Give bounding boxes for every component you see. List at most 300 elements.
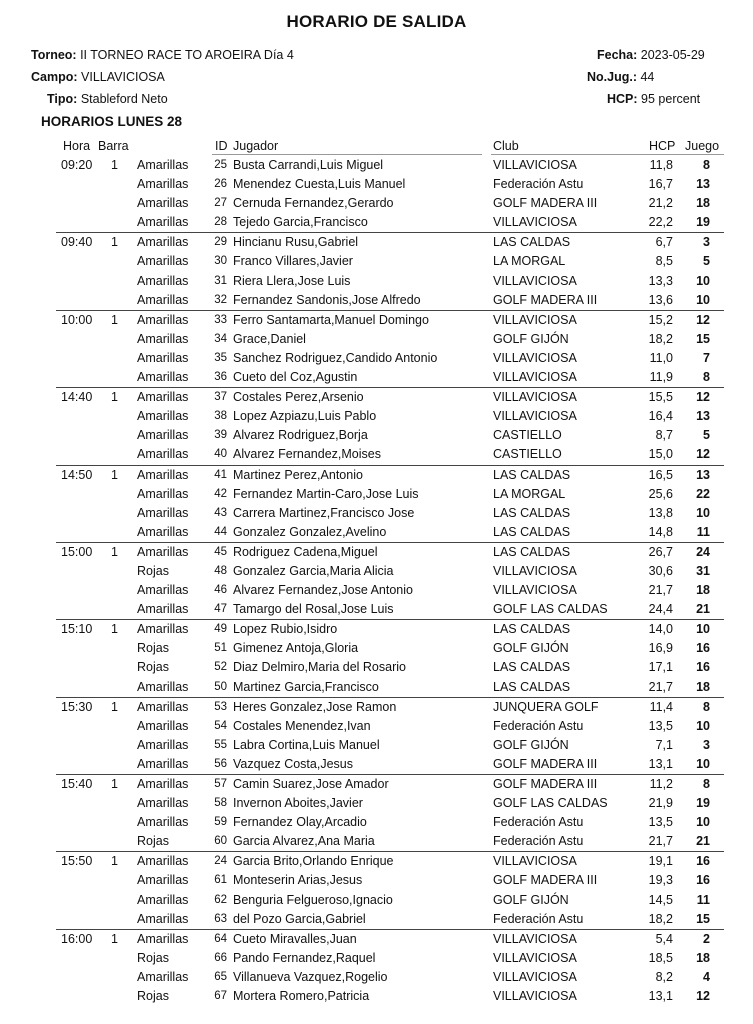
player-name: Menendez Cuesta,Luis Manuel xyxy=(233,177,406,192)
player-club: Federación Astu xyxy=(493,911,584,926)
player-name: Fernandez Sandonis,Jose Alfredo xyxy=(233,292,421,307)
player-club: VILLAVICIOSA xyxy=(493,583,577,598)
player-id: 38 xyxy=(214,410,227,423)
torneo-value: II TORNEO RACE TO AROEIRA Día 4 xyxy=(80,48,294,62)
tee-color: Amarillas xyxy=(137,969,189,984)
player-hcp: 24,4 xyxy=(648,602,673,617)
player-hcp: 14,5 xyxy=(648,892,673,907)
player-club: LA MORGAL xyxy=(493,254,566,269)
player-name: Alvarez Fernandez,Jose Antonio xyxy=(233,583,413,598)
player-name: Garcia Brito,Orlando Enrique xyxy=(233,854,394,869)
player-juego: 8 xyxy=(703,158,710,172)
tee-color: Amarillas xyxy=(137,737,189,752)
player-name: Martinez Perez,Antonio xyxy=(233,467,363,482)
player-hcp: 15,5 xyxy=(648,390,673,405)
player-id: 58 xyxy=(214,797,227,810)
player-juego: 13 xyxy=(696,409,710,424)
player-hcp: 13,6 xyxy=(648,292,673,307)
tee-color: Amarillas xyxy=(137,796,189,811)
table-row xyxy=(0,755,753,774)
player-juego: 16 xyxy=(696,854,710,869)
table-row xyxy=(0,368,753,387)
tee-color: Amarillas xyxy=(137,602,189,617)
player-club: VILLAVICIOSA xyxy=(493,350,577,365)
player-name: Carrera Martinez,Francisco Jose xyxy=(233,505,415,520)
tee-color: Rojas xyxy=(137,563,169,578)
player-name: Costales Menendez,Ivan xyxy=(233,718,371,733)
table-row xyxy=(0,794,753,813)
player-hcp: 16,9 xyxy=(648,641,673,656)
table-row xyxy=(0,252,753,271)
player-id: 40 xyxy=(214,448,227,461)
player-club: GOLF LAS CALDAS xyxy=(493,602,608,617)
player-juego: 10 xyxy=(696,273,710,288)
tee-color: Amarillas xyxy=(137,409,189,424)
player-id: 31 xyxy=(214,274,227,287)
tee-color: Amarillas xyxy=(137,873,189,888)
table-row xyxy=(0,775,753,794)
player-juego: 12 xyxy=(696,447,710,462)
campo-line xyxy=(31,70,165,84)
player-juego: 2 xyxy=(703,931,710,946)
player-club: JUNQUERA GOLF xyxy=(493,699,599,714)
col-juego: Juego xyxy=(685,139,720,153)
player-club: LAS CALDAS xyxy=(493,467,571,482)
player-name: Gonzalez Gonzalez,Avelino xyxy=(233,524,387,539)
player-name: Ferro Santamarta,Manuel Domingo xyxy=(233,312,429,327)
player-juego: 19 xyxy=(696,796,710,811)
player-hcp: 18,2 xyxy=(648,911,673,926)
player-id: 47 xyxy=(214,603,227,616)
player-club: GOLF MADERA III xyxy=(493,873,598,888)
tee-color: Amarillas xyxy=(137,215,189,230)
player-hcp: 13,1 xyxy=(648,756,673,771)
player-name: Cernuda Fernandez,Gerardo xyxy=(233,196,394,211)
tee-color: Amarillas xyxy=(137,544,189,559)
player-juego: 22 xyxy=(696,486,710,501)
player-name: Franco Villares,Javier xyxy=(233,254,353,269)
table-row xyxy=(0,987,753,1006)
player-name: Fernandez Olay,Arcadio xyxy=(233,815,367,830)
table-row xyxy=(0,678,753,697)
player-id: 65 xyxy=(214,970,227,983)
tee-color: Amarillas xyxy=(137,390,189,405)
player-juego: 8 xyxy=(703,777,710,791)
player-hcp: 30,6 xyxy=(648,563,673,578)
table-row xyxy=(0,891,753,910)
player-id: 50 xyxy=(214,680,227,693)
player-id: 27 xyxy=(214,197,227,210)
player-club: GOLF GIJÓN xyxy=(493,331,569,346)
tee-time: 14:40 xyxy=(61,390,93,405)
tee-barra: 1 xyxy=(111,854,118,869)
tee-color: Rojas xyxy=(137,950,169,965)
table-row xyxy=(0,523,753,542)
table-row xyxy=(0,717,753,736)
player-club: LAS CALDAS xyxy=(493,622,571,637)
tee-color: Amarillas xyxy=(137,777,189,791)
player-name: Gimenez Antoja,Gloria xyxy=(233,641,359,656)
tee-color: Amarillas xyxy=(137,467,189,482)
player-juego: 18 xyxy=(696,196,710,211)
tee-barra: 1 xyxy=(111,235,118,250)
player-name: Sanchez Rodriguez,Candido Antonio xyxy=(233,350,438,365)
player-id: 60 xyxy=(214,835,227,848)
player-hcp: 25,6 xyxy=(648,486,673,501)
player-id: 67 xyxy=(214,990,227,1003)
player-id: 56 xyxy=(214,757,227,770)
section-title: HORARIOS LUNES 28 xyxy=(41,114,183,129)
player-juego: 19 xyxy=(696,215,710,230)
player-hcp: 11,4 xyxy=(649,699,673,714)
player-club: CASTIELLO xyxy=(493,447,562,462)
player-hcp: 15,2 xyxy=(648,312,673,327)
player-juego: 10 xyxy=(696,756,710,771)
player-club: GOLF MADERA III xyxy=(493,756,598,771)
table-row xyxy=(0,930,753,949)
table-row xyxy=(0,698,753,717)
torneo-label: Torneo: xyxy=(31,48,77,62)
player-juego: 4 xyxy=(703,969,710,984)
player-hcp: 6,7 xyxy=(655,235,673,250)
player-juego: 13 xyxy=(696,467,710,482)
player-club: Federación Astu xyxy=(493,815,584,830)
tee-time: 15:00 xyxy=(61,544,93,559)
player-hcp: 18,2 xyxy=(648,331,673,346)
player-id: 37 xyxy=(214,391,227,404)
player-id: 45 xyxy=(214,545,227,558)
player-juego: 15 xyxy=(696,911,710,926)
tee-color: Rojas xyxy=(137,834,169,849)
header-underline xyxy=(212,154,482,155)
player-hcp: 21,9 xyxy=(648,796,673,811)
tee-barra: 1 xyxy=(111,390,118,405)
tee-barra: 1 xyxy=(111,467,118,482)
player-hcp: 26,7 xyxy=(648,544,673,559)
player-juego: 3 xyxy=(703,235,710,250)
tee-barra: 1 xyxy=(111,699,118,714)
player-club: VILLAVICIOSA xyxy=(493,950,577,965)
tee-time: 14:50 xyxy=(61,467,93,482)
player-name: Invernon Aboites,Javier xyxy=(233,796,363,811)
hcp-label: HCP: xyxy=(607,92,638,106)
table-row xyxy=(0,736,753,755)
tee-time: 15:40 xyxy=(61,777,93,791)
player-id: 36 xyxy=(214,371,227,384)
player-juego: 18 xyxy=(696,583,710,598)
player-id: 53 xyxy=(214,700,227,713)
player-club: Federación Astu xyxy=(493,718,584,733)
table-row xyxy=(0,445,753,464)
player-juego: 12 xyxy=(696,312,710,327)
table-row xyxy=(0,910,753,929)
player-name: Cueto del Coz,Agustin xyxy=(233,370,358,385)
nojug-value: 44 xyxy=(640,70,655,84)
player-id: 29 xyxy=(214,236,227,249)
table-row xyxy=(0,581,753,600)
player-club: GOLF GIJÓN xyxy=(493,641,569,656)
player-name: Busta Carrandi,Luis Miguel xyxy=(233,158,384,172)
player-club: VILLAVICIOSA xyxy=(493,989,577,1004)
tee-color: Amarillas xyxy=(137,622,189,637)
player-hcp: 13,5 xyxy=(648,718,673,733)
fecha-value: 2023-05-29 xyxy=(640,48,705,62)
player-id: 52 xyxy=(214,661,227,674)
player-id: 48 xyxy=(214,564,227,577)
tipo-line xyxy=(47,92,168,106)
player-club: CASTIELLO xyxy=(493,428,562,443)
table-row xyxy=(0,194,753,213)
tee-time: 09:40 xyxy=(61,235,93,250)
player-hcp: 8,7 xyxy=(655,428,673,443)
tee-color: Amarillas xyxy=(137,177,189,192)
player-club: VILLAVICIOSA xyxy=(493,312,577,327)
hcp-line xyxy=(607,92,700,106)
player-name: Monteserin Arias,Jesus xyxy=(233,873,363,888)
player-name: Diaz Delmiro,Maria del Rosario xyxy=(233,660,406,675)
player-juego: 31 xyxy=(696,563,710,578)
col-club: Club xyxy=(493,139,519,153)
player-name: Pando Fernandez,Raquel xyxy=(233,950,376,965)
player-hcp: 5,4 xyxy=(655,931,673,946)
player-id: 59 xyxy=(214,816,227,829)
player-hcp: 14,0 xyxy=(648,622,673,637)
player-club: VILLAVICIOSA xyxy=(493,370,577,385)
tipo-value: Stableford Neto xyxy=(80,92,168,106)
player-id: 41 xyxy=(214,468,227,481)
player-hcp: 21,7 xyxy=(648,834,673,849)
table-row xyxy=(0,600,753,619)
tee-color: Amarillas xyxy=(137,235,189,250)
player-name: Benguria Felgueroso,Ignacio xyxy=(233,892,393,907)
player-id: 51 xyxy=(214,642,227,655)
col-jugador: Jugador xyxy=(233,139,279,153)
player-juego: 16 xyxy=(696,873,710,888)
fecha-label: Fecha: xyxy=(597,48,638,62)
tee-barra: 1 xyxy=(111,544,118,559)
table-row xyxy=(0,658,753,677)
tee-color: Amarillas xyxy=(137,254,189,269)
player-hcp: 8,5 xyxy=(655,254,673,269)
player-hcp: 17,1 xyxy=(648,660,673,675)
player-juego: 10 xyxy=(696,815,710,830)
col-hcp: HCP xyxy=(649,139,676,153)
player-name: Tejedo Garcia,Francisco xyxy=(233,215,368,230)
tee-color: Amarillas xyxy=(137,911,189,926)
tee-time: 16:00 xyxy=(61,931,93,946)
player-name: Vazquez Costa,Jesus xyxy=(233,756,353,771)
player-hcp: 19,3 xyxy=(648,873,673,888)
player-id: 49 xyxy=(214,623,227,636)
player-name: Mortera Romero,Patricia xyxy=(233,989,370,1004)
player-juego: 24 xyxy=(696,544,710,559)
player-id: 30 xyxy=(214,255,227,268)
player-hcp: 21,2 xyxy=(648,196,673,211)
player-club: VILLAVICIOSA xyxy=(493,215,577,230)
player-id: 61 xyxy=(214,874,227,887)
player-club: VILLAVICIOSA xyxy=(493,158,577,172)
table-row xyxy=(0,175,753,194)
player-club: VILLAVICIOSA xyxy=(493,969,577,984)
col-id: ID xyxy=(215,139,228,153)
tee-color: Rojas xyxy=(137,989,169,1004)
player-id: 57 xyxy=(214,778,227,790)
fecha-line xyxy=(597,48,705,62)
table-row xyxy=(0,349,753,368)
player-id: 42 xyxy=(214,487,227,500)
table-row xyxy=(0,311,753,330)
player-hcp: 13,1 xyxy=(648,989,673,1004)
player-juego: 10 xyxy=(696,505,710,520)
player-hcp: 11,2 xyxy=(649,777,673,791)
table-row xyxy=(0,504,753,523)
player-name: Hincianu Rusu,Gabriel xyxy=(233,235,359,250)
player-name: Villanueva Vazquez,Rogelio xyxy=(233,969,388,984)
player-id: 28 xyxy=(214,216,227,229)
tee-color: Amarillas xyxy=(137,447,189,462)
player-hcp: 21,7 xyxy=(648,679,673,694)
player-club: Federación Astu xyxy=(493,177,584,192)
tee-color: Amarillas xyxy=(137,273,189,288)
player-id: 32 xyxy=(214,293,227,306)
player-juego: 21 xyxy=(696,834,710,849)
player-hcp: 8,2 xyxy=(655,969,673,984)
tipo-label: Tipo: xyxy=(47,92,78,106)
player-club: VILLAVICIOSA xyxy=(493,409,577,424)
player-club: GOLF MADERA III xyxy=(493,292,598,307)
player-club: GOLF LAS CALDAS xyxy=(493,796,608,811)
tee-color: Amarillas xyxy=(137,370,189,385)
player-juego: 15 xyxy=(696,331,710,346)
player-id: 46 xyxy=(214,584,227,597)
player-juego: 12 xyxy=(696,390,710,405)
player-id: 35 xyxy=(214,351,227,364)
player-club: Federación Astu xyxy=(493,834,584,849)
player-club: VILLAVICIOSA xyxy=(493,273,577,288)
tee-color: Amarillas xyxy=(137,718,189,733)
player-juego: 5 xyxy=(703,428,710,443)
table-row xyxy=(0,466,753,485)
tee-color: Amarillas xyxy=(137,350,189,365)
player-club: LAS CALDAS xyxy=(493,544,571,559)
col-hora: Hora xyxy=(63,139,91,153)
player-club: LAS CALDAS xyxy=(493,505,571,520)
nojug-line xyxy=(587,70,654,84)
nojug-label: No.Jug.: xyxy=(587,70,637,84)
player-id: 24 xyxy=(214,855,227,868)
player-club: GOLF MADERA III xyxy=(493,777,598,791)
table-row xyxy=(0,620,753,639)
player-hcp: 18,5 xyxy=(648,950,673,965)
player-name: Lopez Azpiazu,Luis Pablo xyxy=(233,409,377,424)
tee-color: Amarillas xyxy=(137,486,189,501)
table-row xyxy=(0,832,753,851)
player-name: Rodriguez Cadena,Miguel xyxy=(233,544,378,559)
table-row xyxy=(0,213,753,232)
player-name: Riera Llera,Jose Luis xyxy=(233,273,351,288)
table-row xyxy=(0,949,753,968)
player-hcp: 22,2 xyxy=(648,215,673,230)
player-hcp: 16,4 xyxy=(648,409,673,424)
player-hcp: 11,9 xyxy=(649,370,673,385)
campo-value: VILLAVICIOSA xyxy=(81,70,165,84)
tee-barra: 1 xyxy=(111,931,118,946)
player-juego: 18 xyxy=(696,679,710,694)
col-barra: Barra xyxy=(98,139,129,153)
player-juego: 5 xyxy=(703,254,710,269)
player-hcp: 11,8 xyxy=(649,158,673,172)
player-juego: 16 xyxy=(696,641,710,656)
player-name: Alvarez Fernandez,Moises xyxy=(233,447,381,462)
player-hcp: 13,8 xyxy=(648,505,673,520)
tee-color: Amarillas xyxy=(137,854,189,869)
player-club: LAS CALDAS xyxy=(493,679,571,694)
player-name: Gonzalez Garcia,Maria Alicia xyxy=(233,563,394,578)
player-hcp: 14,8 xyxy=(648,524,673,539)
player-id: 55 xyxy=(214,738,227,751)
tee-color: Amarillas xyxy=(137,699,189,714)
tee-color: Amarillas xyxy=(137,679,189,694)
player-name: Grace,Daniel xyxy=(233,331,306,346)
table-row xyxy=(0,852,753,871)
player-juego: 21 xyxy=(696,602,710,617)
player-id: 39 xyxy=(214,429,227,442)
player-id: 63 xyxy=(214,912,227,925)
tee-color: Amarillas xyxy=(137,428,189,443)
table-row xyxy=(0,388,753,407)
player-juego: 13 xyxy=(696,177,710,192)
player-club: LA MORGAL xyxy=(493,486,566,501)
table-row xyxy=(0,272,753,291)
player-club: VILLAVICIOSA xyxy=(493,931,577,946)
table-row xyxy=(0,233,753,252)
player-hcp: 19,1 xyxy=(648,854,673,869)
player-club: LAS CALDAS xyxy=(493,235,571,250)
torneo-line xyxy=(31,48,294,62)
tee-color: Rojas xyxy=(137,641,169,656)
table-row xyxy=(0,813,753,832)
tee-time: 15:10 xyxy=(61,622,93,637)
player-juego: 10 xyxy=(696,718,710,733)
table-row xyxy=(0,543,753,562)
tee-color: Amarillas xyxy=(137,815,189,830)
table-row xyxy=(0,156,753,175)
player-hcp: 7,1 xyxy=(655,737,673,752)
table-row xyxy=(0,562,753,581)
tee-color: Amarillas xyxy=(137,756,189,771)
table-row xyxy=(0,485,753,504)
tee-color: Amarillas xyxy=(137,196,189,211)
player-name: Camin Suarez,Jose Amador xyxy=(233,777,389,791)
player-juego: 7 xyxy=(703,350,710,365)
table-row xyxy=(0,426,753,445)
table-row xyxy=(0,291,753,310)
player-name: Lopez Rubio,Isidro xyxy=(233,622,338,637)
player-name: del Pozo Garcia,Gabriel xyxy=(233,911,366,926)
player-name: Alvarez Rodriguez,Borja xyxy=(233,428,368,443)
player-club: LAS CALDAS xyxy=(493,524,571,539)
player-id: 25 xyxy=(214,159,227,171)
tee-barra: 1 xyxy=(111,622,118,637)
table-row xyxy=(0,407,753,426)
player-id: 34 xyxy=(214,332,227,345)
player-hcp: 16,7 xyxy=(648,177,673,192)
hcp-value: 95 percent xyxy=(641,92,701,106)
player-club: GOLF MADERA III xyxy=(493,196,598,211)
player-juego: 11 xyxy=(696,524,710,539)
tee-color: Amarillas xyxy=(137,331,189,346)
tee-color: Amarillas xyxy=(137,583,189,598)
